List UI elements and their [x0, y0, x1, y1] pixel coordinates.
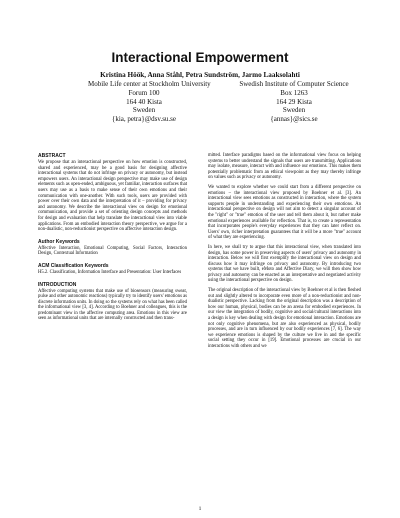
right-column	[208, 153, 361, 354]
page-number: 1	[198, 506, 202, 512]
introduction-heading: INTRODUCTION	[38, 281, 77, 288]
affiliation-line: Sweden	[282, 106, 306, 115]
affiliation-line: Mobile Life center at Stockholm University	[88, 80, 211, 88]
body-paragraph: We wanted to explore whether we could start from a different perspective on emotions – the interactional view proposed by Boehner et al. [3]. An interactional view sees emotions as constructed in interaction, where the system supports people in understanding and experiencing their own emotions. An interactional perspective on design will not aim to detect a singular account of the "right" or "true" emotion of the user and tell them about it, but rather make emotional experiences available for reflection. That is, to create a representation that incorporates people's everyday experiences that they can later reflect on. Users' own, richer interpretation guarantees that it will be a more "true" account of what they are experiencing.	[208, 184, 361, 241]
introduction-text: Affective computing systems that make use of biosensors (measuring sweat, pulse and other autonomic reactions) typically try to identify users' emotions as discrete information units. In doing so the systems rely on what has been called the informational view [3, 4]. According to Boehner and colleagues, this is the predominant view in the affective computing area. Emotions in this view are seen as informational units that are internally constructed and then trans-	[38, 288, 187, 322]
affiliation-line: Sweden	[132, 106, 156, 115]
author-list: Kristina Höök, Anna Ståhl, Petra Sundström, Jarmo Laaksolahti	[100, 71, 300, 79]
paper-title: Interactional Empowerment	[111, 50, 289, 65]
affiliation-line: 164 40 Kista	[126, 97, 162, 106]
abstract-heading: ABSTRACT	[38, 153, 66, 159]
affiliation-email: {kia, petra}@dsv.su.se	[111, 115, 177, 124]
acm-text: H5.2. Classification, Information Interface and Presentation: User Interfaces	[38, 269, 182, 275]
body-paragraph: mitted. Interface paradigms based on the informational view focus on helping systems to better understand the signals that users are transmitting. Applications may isolate, measure, interact with and influence our emotions. This makes them potentially problematic from an ethical viewpoint as they may thereby infringe on values such as privacy or autonomy.	[208, 153, 361, 181]
affiliation-right	[214, 80, 374, 124]
affiliation-line: 164 29 Kista	[276, 97, 312, 106]
affiliation-email: {annas}@sics.se	[270, 115, 318, 124]
body-paragraph: The original description of the interactional view by Boehner et al is then fleshed out and slightly altered to incorporate even more of a non-reductionist and non-dualistic perspective. Lacking from the original description was a description of how our human, physical, bodies can be an arena for embodied experiences. In our view the integration of bodily, cognitive and social/cultural interactions into a design is key when dealing with design for emotional interaction. Emotions are not only cognitive phenomena, but are also experienced as physical, bodily processes, and are in turn influenced by our bodily experiences [7, 6]. The way we experience emotions is shaped by the culture we live in and the specific social setting they occur in [19]. Emotional processes are crucial in our interactions with others and we	[208, 288, 361, 349]
abstract-text: We propose that an interactional perspective on how emotion is constructed, shared and experienced, may be a good basis for designing affective interactional systems that do not infringe on privacy or autonomy, but instead empowers users. An interactional design perspective may make use of design elements such as open-ended, ambiguous, yet familiar, interaction surfaces that users may use as a basis to make sense of their own emotions and their communication with one-another. With such tools, users are provided with power over their own data and the interpretation of it – providing for privacy and autonomy. We describe the interactional view on design for emotional communication, and provide a set of orienting design concepts and methods for design and evaluation that help translate the interactional view into viable applications. From an embodied interaction theory perspective, we argue for a non-dualistic, non-reductionist perspective on affective interaction design.	[38, 160, 187, 233]
affiliation-line: Forum 100	[128, 88, 160, 97]
affiliation-line: Swedish Institute of Computer Science	[239, 80, 349, 88]
keywords-text: Affective Interaction, Emotional Computing, Social Factors, Interaction Design, Contextual Information	[38, 245, 187, 257]
affiliation-left	[88, 80, 211, 124]
acm-heading: ACM Classification Keywords	[38, 262, 109, 269]
left-column	[38, 153, 187, 326]
body-paragraph: In here, we shall try to argue that this interactional view, when translated into design, has some power in preserving aspects of users' privacy and autonomy in interaction. Below we will first exemplify the interactional view on design and discuss how it may infringe on privacy and autonomy. By introducing two systems that we have built, eMoto and Affective Diary, we will then show how privacy and autonomy can be enacted as an interpretative and negotiated activity using the interactional perspective on design.	[208, 244, 361, 284]
affiliation-line: Box 1263	[280, 88, 308, 97]
keywords-heading: Author Keywords	[38, 238, 80, 245]
